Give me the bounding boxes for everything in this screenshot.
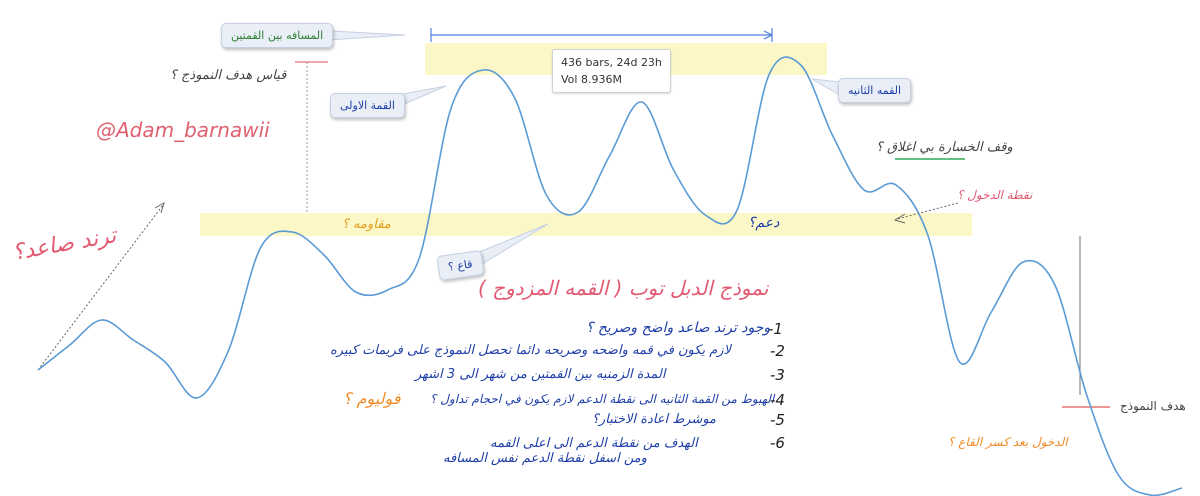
author-handle: @Adam_barnawii xyxy=(96,118,270,142)
list-item-2-num: -2 xyxy=(770,342,785,360)
callout-tail-second-top xyxy=(812,79,840,95)
measure-arrow xyxy=(431,28,772,42)
annotation-measure-target: قياس هدف النموذج ؟ xyxy=(170,68,287,83)
list-item-5-text: موشرط اعادة الاختبار؟ xyxy=(592,412,717,427)
list-item-6-text: الهدف من نقطة الدعم الى اعلى القمه xyxy=(490,436,698,451)
callout-second-top: القمه الثانيه xyxy=(838,78,911,103)
list-item-6-text2: ومن اسفل نقطة الدعم نفس المسافه xyxy=(443,451,647,466)
annotation-pattern-target: هدف النموذج xyxy=(1120,399,1186,413)
annotation-entry-after-break: الدخول بعد كسر القاع ؟ xyxy=(948,435,1068,449)
chart-title: نموذج الدبل توب ( القمه المزدوج ) xyxy=(478,276,769,300)
measurement-volume: Vol 8.936M xyxy=(561,73,622,86)
annotation-stop-loss: وقف الخسارة بي اغلاق ؟ xyxy=(876,140,1013,155)
list-item-5-num: -5 xyxy=(770,411,785,429)
callout-first-top: القمة الاولى xyxy=(330,93,405,118)
list-item-6-num: -6 xyxy=(770,434,785,452)
list-item-2-text: لازم يكون في قمه واضحه وصريحه دائما تحصل النموذج على فريمات كبيره xyxy=(330,343,731,358)
measurement-bars: 436 bars, 24d 23h xyxy=(561,56,662,69)
annotation-support: دعم؟ xyxy=(748,215,780,231)
list-item-1-num: -1 xyxy=(768,320,783,338)
support-zone xyxy=(200,213,972,236)
list-item-3-num: -3 xyxy=(770,366,785,384)
callout-bottom: قاع ؟ xyxy=(436,250,484,281)
list-item-4-volume: فوليوم ؟ xyxy=(343,389,401,408)
list-item-1-text: وجود ترند صاعد واضح وصريح ؟ xyxy=(586,320,771,336)
list-item-4-text: الهبوط من القمة الثانيه الى نقطة الدعم لازم يكون في احجام تداول ؟ xyxy=(430,392,775,406)
annotation-resistance: مقاومه ؟ xyxy=(342,217,391,232)
callout-distance: المسافه بين القمتين xyxy=(221,23,333,48)
list-item-4-num: -4 xyxy=(770,391,785,409)
measurement-readout xyxy=(552,49,671,93)
annotation-entry-point: نقطة الدخول ؟ xyxy=(957,188,1033,202)
list-item-3-text: المدة الزمنيه بين القمتين من شهر الى 3 اشهر xyxy=(415,367,666,382)
annotation-uptrend: ترند صاعد؟ xyxy=(10,223,119,266)
